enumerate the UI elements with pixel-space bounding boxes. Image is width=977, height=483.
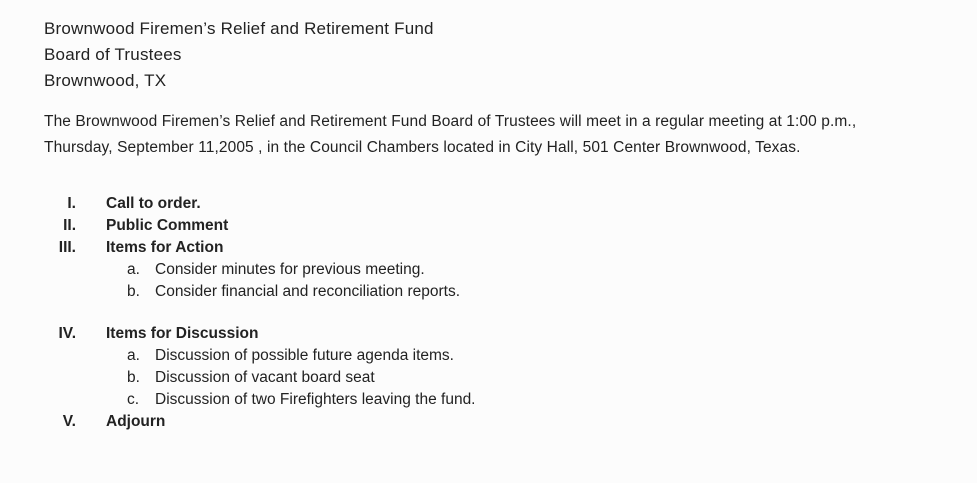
agenda-item-row <box>44 411 977 433</box>
agenda-item-row <box>44 193 977 215</box>
agenda-item-numeral: II. <box>63 217 76 234</box>
agenda-item-label: Adjourn <box>106 413 166 430</box>
agenda-subitem-text: Consider financial and reconciliation reports. <box>155 283 460 300</box>
document-header <box>44 16 977 94</box>
doc-title-line-2: Board of Trustees <box>44 45 182 64</box>
agenda-item-numeral: I. <box>67 195 76 212</box>
agenda-item <box>44 323 977 411</box>
agenda-subitem-text: Discussion of two Firefighters leaving the fund. <box>155 391 476 408</box>
agenda-subitem-letter: a. <box>127 347 140 364</box>
agenda-subitem-letter: b. <box>127 369 140 386</box>
agenda-subitem-letter: b. <box>127 283 140 300</box>
intro-paragraph <box>44 109 947 161</box>
agenda-item <box>44 237 977 303</box>
agenda-item-row <box>44 215 977 237</box>
agenda-list <box>0 193 977 433</box>
agenda-subitem-text: Discussion of possible future agenda items. <box>155 347 454 364</box>
agenda-subitem <box>127 259 977 281</box>
intro-line-2: Thursday, September 11,2005 , in the Council Chambers located in City Hall, 501 Center Brownwood, Texas. <box>44 139 801 156</box>
agenda-item-numeral: V. <box>62 413 76 430</box>
doc-title-line-3: Brownwood, TX <box>44 71 167 90</box>
agenda-subitem <box>127 345 977 367</box>
agenda-item-label: Call to order. <box>106 195 201 212</box>
agenda-item-label: Items for Discussion <box>106 325 259 342</box>
agenda-subitems <box>44 259 977 303</box>
agenda-subitem-text: Consider minutes for previous meeting. <box>155 261 425 278</box>
agenda-item <box>44 193 977 215</box>
agenda-subitem <box>127 389 977 411</box>
agenda-item-row <box>44 323 977 345</box>
agenda-item-label: Items for Action <box>106 239 224 256</box>
agenda-item-row <box>44 237 977 259</box>
agenda-subitem-text: Discussion of vacant board seat <box>155 369 375 386</box>
agenda-item <box>44 215 977 237</box>
agenda-subitem-letter: a. <box>127 261 140 278</box>
doc-title-line-1: Brownwood Firemen’s Relief and Retirement Fund <box>44 19 434 38</box>
agenda-item-numeral: IV. <box>58 325 76 342</box>
agenda-subitem-letter: c. <box>127 391 140 408</box>
intro-line-1: The Brownwood Firemen’s Relief and Retirement Fund Board of Trustees will meet in a regular meeting at 1:00 p.m., <box>44 113 857 130</box>
agenda-item <box>44 411 977 433</box>
agenda-item-label: Public Comment <box>106 217 229 234</box>
agenda-subitems <box>44 345 977 411</box>
agenda-subitem <box>127 281 977 303</box>
agenda-subitem <box>127 367 977 389</box>
agenda-item-numeral: III. <box>58 239 76 256</box>
